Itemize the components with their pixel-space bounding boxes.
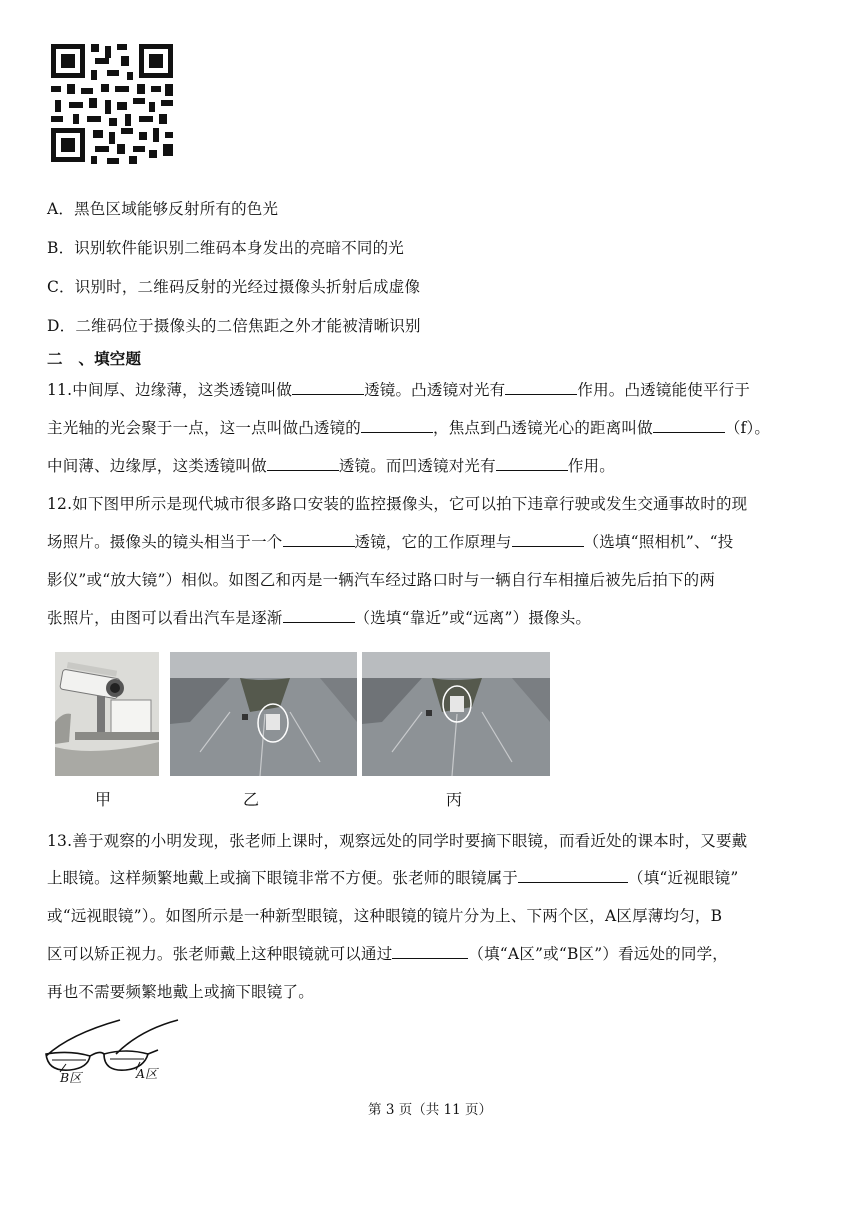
caption-bing: 丙 xyxy=(446,790,463,809)
q13-line-5: 再也不需要频繁地戴上或摘下眼镜了。 xyxy=(47,983,314,1001)
option-b: B．识别软件能识别二维码本身发出的亮暗不同的光 xyxy=(47,239,404,257)
option-d: D．二维码位于摄像头的二倍焦距之外才能被清晰识别 xyxy=(47,317,421,335)
q12-text: （选填“照相机”、“投 xyxy=(583,533,734,551)
option-c: C．识别时，二维码反射的光经过摄像头折射后成虚像 xyxy=(47,278,421,296)
q11-text: 透镜。凸透镜对光有 xyxy=(364,381,506,399)
glasses-label-a: A区 xyxy=(136,1066,158,1081)
q11-line-2 xyxy=(47,416,770,438)
answer-blank[interactable] xyxy=(505,380,577,395)
camera-photo xyxy=(55,652,159,776)
q11-line-3 xyxy=(47,454,615,476)
answer-blank[interactable] xyxy=(653,418,725,433)
answer-blank[interactable] xyxy=(496,456,568,471)
q12-text: 场照片。摄像头的镜头相当于一个 xyxy=(47,533,283,551)
q11-text: 主光轴的光会聚于一点，这一点叫做凸透镜的 xyxy=(47,419,362,437)
q13-line-2 xyxy=(47,866,738,888)
q12-text: 张照片，由图可以看出汽车是逐渐 xyxy=(47,609,283,627)
qr-code-image xyxy=(47,40,177,166)
q12-text: 透镜，它的工作原理与 xyxy=(354,533,512,551)
q11-line-1 xyxy=(47,378,750,400)
q11-text: 中间薄、边缘厚，这类透镜叫做 xyxy=(47,457,267,475)
q12-text: （选填“靠近”或“远离”）摄像头。 xyxy=(354,609,592,627)
q11-text: （f）。 xyxy=(724,419,771,437)
q11-text: 作用。 xyxy=(567,457,615,475)
answer-blank[interactable] xyxy=(283,532,355,547)
answer-blank[interactable] xyxy=(512,532,584,547)
road-photo-yi xyxy=(170,652,357,776)
road-photo-bing xyxy=(362,652,550,776)
q13-line-4 xyxy=(47,942,728,964)
q11-text: 透镜。而凹透镜对光有 xyxy=(338,457,496,475)
q12-line-4 xyxy=(47,606,591,628)
q12-line-3: 影仪”或“放大镜”）相似。如图乙和丙是一辆汽车经过路口时与一辆自行车相撞后被先后拍下的两 xyxy=(47,571,716,589)
q13-line-3: 或“远视眼镜”）。如图所示是一种新型眼镜，这种眼镜的镜片分为上、下两个区，A区厚薄均匀，B xyxy=(47,907,723,925)
section-heading: 二 、填空题 xyxy=(47,350,142,368)
q12-line-2 xyxy=(47,530,734,552)
answer-blank[interactable] xyxy=(392,944,468,959)
q11-text: ，焦点到凸透镜光心的距离叫做 xyxy=(433,419,653,437)
answer-blank[interactable] xyxy=(267,456,339,471)
q13-line-1: 13.善于观察的小明发现，张老师上课时，观察远处的同学时要摘下眼镜，而看近处的课本时，又要戴 xyxy=(47,832,748,850)
q11-text: 11.中间厚、边缘薄，这类透镜叫做 xyxy=(47,381,293,399)
glasses-label-b: B区 xyxy=(60,1070,82,1085)
option-a: A．黑色区域能够反射所有的色光 xyxy=(47,200,279,218)
answer-blank[interactable] xyxy=(361,418,433,433)
answer-blank[interactable] xyxy=(292,380,364,395)
answer-blank[interactable] xyxy=(283,608,355,623)
caption-jia: 甲 xyxy=(95,790,112,809)
q12-line-1: 12.如下图甲所示是现代城市很多路口安装的监控摄像头，它可以拍下违章行驶或发生交通事故时的现 xyxy=(47,495,748,513)
q11-text: 作用。凸透镜能使平行于 xyxy=(577,381,751,399)
page-footer: 第 3 页（共 11 页） xyxy=(368,1102,492,1118)
q13-text: 区可以矫正视力。张老师戴上这种眼镜就可以通过 xyxy=(47,945,393,963)
q13-text: （填“A区”或“B区”）看远处的同学， xyxy=(468,945,728,963)
q13-text: 上眼镜。这样频繁地戴上或摘下眼镜非常不方便。张老师的眼镜属于 xyxy=(47,869,519,887)
answer-blank[interactable] xyxy=(518,868,628,883)
q13-text: （填“近视眼镜” xyxy=(628,869,739,887)
caption-yi: 乙 xyxy=(243,790,260,809)
